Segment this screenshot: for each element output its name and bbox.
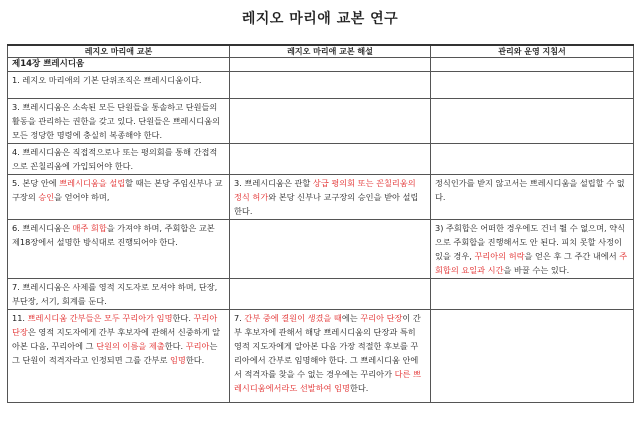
cell-text: 는 그 단원이 적격자라고 인정되면 그를 간부로 <box>12 341 218 365</box>
handbook-cell <box>8 310 230 403</box>
cell-text: 할 때는 본당 주임신부나 교구장의 <box>12 178 223 202</box>
cell-text: 에는 <box>341 313 361 323</box>
commentary-cell <box>230 220 431 279</box>
handbook-cell <box>8 72 230 99</box>
cell-text: 한다. <box>185 355 205 365</box>
table-row <box>8 99 634 144</box>
comparison-table <box>7 44 634 403</box>
header-commentary: 레지오 마리애 교본 해설 <box>230 45 431 58</box>
page-title: 레지오 마리애 교본 연구 <box>241 11 399 27</box>
handbook-cell <box>8 175 230 220</box>
commentary-cell <box>230 144 431 175</box>
highlighted-text: 다른 쁘레시디움에서라도 선발하여 임명 <box>234 369 421 393</box>
header-guidelines: 관리와 운영 지침서 <box>431 45 634 58</box>
table-row <box>8 279 634 310</box>
highlighted-text: 상급 평의회 또는 꼰칠리움의 정식 허가 <box>234 178 416 202</box>
handbook-cell <box>8 279 230 310</box>
highlighted-text: 쁘레시디움을 설립 <box>59 178 126 188</box>
highlighted-text: 임명 <box>169 355 186 365</box>
section-empty-cell <box>431 58 634 72</box>
handbook-cell <box>8 220 230 279</box>
commentary-cell <box>230 175 431 220</box>
cell-text: 을 얻은 후 그 주간 내에서 <box>524 251 620 261</box>
highlighted-text: 간부 중에 결원이 생겼을 때 <box>244 313 342 323</box>
guidelines-cell <box>431 310 634 403</box>
table-row <box>8 72 634 99</box>
cell-text: 3. 쁘레시디움은 관할 <box>234 178 313 188</box>
guidelines-cell <box>431 175 634 220</box>
section-title: 제14장 쁘레시디움 <box>8 58 230 72</box>
table-row <box>8 220 634 279</box>
highlighted-text: 꾸리아 단장 <box>12 313 218 337</box>
guidelines-cell <box>431 72 634 99</box>
cell-text: 은 영적 지도자에게 간부 후보자에 관해서 신중하게 알아본 다음, 꾸리아에 그 <box>12 327 221 351</box>
highlighted-text: 꾸리아 단장 <box>360 313 403 323</box>
table-header-row <box>8 45 634 58</box>
cell-text: 3. 쁘레시디움은 소속된 모든 단원들을 통솔하고 단원들의 활동을 관리하는 권한을 갖고 있다. 단원들은 쁘레시디움의 모든 정당한 명령에 충실히 복종해야 한다. <box>12 102 221 140</box>
cell-text: 을 바꿀 수는 있다. <box>503 265 570 275</box>
cell-text: 이 간부 후보자에 관해서 해당 쁘레시디움의 단장과 특히 영적 지도자에게 알아본 다음 가장 적절한 후보를 꾸리아에서 간부로 임명해야 한다. 그 쁘레시디움 안에서 적격자를 찾을 수 없는 경우에는 꾸리아가 <box>234 313 421 379</box>
cell-text: 한다. <box>164 341 186 351</box>
highlighted-text: 단원의 이름을 제출 <box>96 341 165 351</box>
cell-text: 와 본당 신부나 교구장의 승인을 받아 설립한다. <box>234 192 419 216</box>
handbook-cell <box>8 99 230 144</box>
cell-text: 한다. <box>172 313 194 323</box>
guidelines-cell <box>431 99 634 144</box>
guidelines-cell <box>431 220 634 279</box>
cell-text: 7. <box>234 313 245 323</box>
cell-text: 한다. <box>349 383 369 393</box>
header-handbook: 레지오 마리애 교본 <box>8 45 230 58</box>
guidelines-cell <box>431 279 634 310</box>
highlighted-text: 승인 <box>38 192 55 202</box>
commentary-cell <box>230 72 431 99</box>
table-row <box>8 144 634 175</box>
cell-text: 7. 쁘레시디움은 사제를 영적 지도자로 모셔야 하며, 단장, 부단장, 서기, 회계를 둔다. <box>12 282 218 306</box>
highlighted-text: 매주 회합 <box>72 223 107 233</box>
table-row <box>8 310 634 403</box>
cell-text: 6. 쁘레시디움은 <box>12 223 73 233</box>
guidelines-cell <box>431 144 634 175</box>
highlighted-text: 쁘레시디움 간부들은 모두 꾸리아가 임명 <box>27 313 173 323</box>
highlighted-text: 주회합의 요일과 시간 <box>435 251 628 275</box>
highlighted-text: 꾸리아 <box>185 341 210 351</box>
cell-text: 을 가져야 하며, 주회합은 교본 제18장에서 설명한 방식대로 진행되어야 한다. <box>12 223 215 247</box>
table-row <box>8 175 634 220</box>
section-empty-cell <box>230 58 431 72</box>
section-row <box>8 58 634 72</box>
commentary-cell <box>230 310 431 403</box>
cell-text: 정식인가를 받지 않고서는 쁘레시디움을 설립할 수 없다. <box>435 178 625 202</box>
highlighted-text: 꾸리아의 허락 <box>474 251 525 261</box>
cell-text: 3) 주회합은 어떠한 경우에도 건너 뛸 수 없으며, 약식으로 주회합을 진행해서도 안 된다. 피치 못할 사정이 있을 경우, <box>435 223 626 261</box>
cell-text: 을 얻어야 하며, <box>54 192 110 202</box>
cell-text: 4. 쁘레시디움은 직접적으로나 또는 평의회를 통해 간접적으로 꼰칠리움에 가입되어야 한다. <box>12 147 218 171</box>
commentary-cell <box>230 99 431 144</box>
cell-text: 11. <box>12 313 28 323</box>
cell-text: 5. 본당 안에 <box>12 178 60 188</box>
cell-text: 1. 레지오 마리애의 기본 단위조직은 쁘레시디움이다. <box>12 75 202 85</box>
commentary-cell <box>230 279 431 310</box>
handbook-cell <box>8 144 230 175</box>
